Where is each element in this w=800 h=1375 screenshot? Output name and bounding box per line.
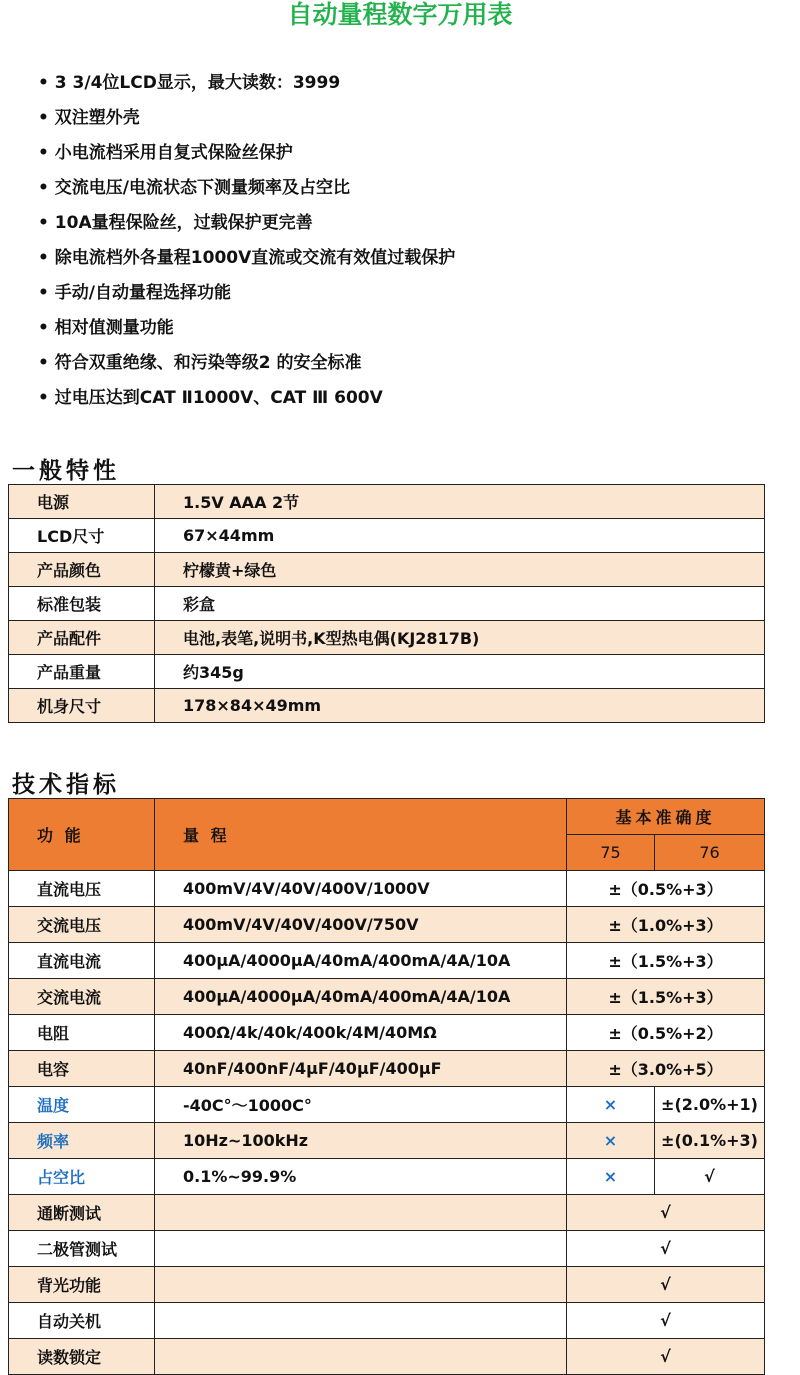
spec-value: 柠檬黄+绿色 <box>155 553 765 587</box>
model-75-cell: × <box>567 1159 655 1195</box>
function-cell: 直流电压 <box>9 871 155 907</box>
feature-list <box>38 66 455 416</box>
table-row <box>9 943 765 979</box>
function-cell: 交流电流 <box>9 979 155 1015</box>
feature-item: • 双注塑外壳 <box>38 101 455 136</box>
table-row <box>9 1051 765 1087</box>
technical-specs-table <box>8 798 765 1375</box>
feature-item: • 小电流档采用自复式保险丝保护 <box>38 136 455 171</box>
function-cell: 电阻 <box>9 1015 155 1051</box>
table-row <box>9 689 765 723</box>
feature-item: • 10A量程保险丝，过载保护更完善 <box>38 206 455 241</box>
spec-value: 1.5V AAA 2节 <box>155 485 765 519</box>
function-cell: 背光功能 <box>9 1267 155 1303</box>
feature-item: • 3 3/4位LCD显示，最大读数：3999 <box>38 66 455 101</box>
table-row <box>9 1303 765 1339</box>
table-header-row <box>9 799 765 835</box>
range-cell <box>155 1303 567 1339</box>
accuracy-cell: ±（3.0%+5） <box>567 1051 765 1087</box>
spec-value: 67×44mm <box>155 519 765 553</box>
range-cell: -40C°～1000C° <box>155 1087 567 1123</box>
function-cell: 频率 <box>9 1123 155 1159</box>
model-76-cell: ±(2.0%+1) <box>655 1087 765 1123</box>
table-row <box>9 1267 765 1303</box>
table-row <box>9 871 765 907</box>
spec-label: 电源 <box>9 485 155 519</box>
spec-label: 机身尺寸 <box>9 689 155 723</box>
table-row <box>9 1231 765 1267</box>
spec-label: 产品颜色 <box>9 553 155 587</box>
check-cell: √ <box>567 1195 765 1231</box>
range-cell <box>155 1231 567 1267</box>
range-cell <box>155 1267 567 1303</box>
function-cell: 通断测试 <box>9 1195 155 1231</box>
table-row <box>9 1159 765 1195</box>
table-row <box>9 1123 765 1159</box>
general-specs-table <box>8 484 765 723</box>
range-cell: 400Ω/4k/40k/400k/4M/40MΩ <box>155 1015 567 1051</box>
function-cell: 电容 <box>9 1051 155 1087</box>
feature-item: • 除电流档外各量程1000V直流或交流有效值过载保护 <box>38 241 455 276</box>
table-row <box>9 1015 765 1051</box>
spec-section-heading: 技术指标 <box>12 772 120 798</box>
function-cell: 交流电压 <box>9 907 155 943</box>
table-row <box>9 553 765 587</box>
table-row <box>9 519 765 553</box>
spec-label: LCD尺寸 <box>9 519 155 553</box>
range-cell: 400μA/4000μA/40mA/400mA/4A/10A <box>155 943 567 979</box>
table-row <box>9 655 765 689</box>
range-cell: 400mV/4V/40V/400V/1000V <box>155 871 567 907</box>
spec-label: 产品重量 <box>9 655 155 689</box>
spec-label: 标准包装 <box>9 587 155 621</box>
function-cell: 占空比 <box>9 1159 155 1195</box>
table-row <box>9 907 765 943</box>
function-cell: 读数锁定 <box>9 1339 155 1375</box>
spec-value: 电池,表笔,说明书,K型热电偶(KJ2817B) <box>155 621 765 655</box>
check-cell: √ <box>567 1339 765 1375</box>
function-cell: 温度 <box>9 1087 155 1123</box>
model-76-cell: ±(0.1%+3) <box>655 1123 765 1159</box>
feature-item: • 手动/自动量程选择功能 <box>38 276 455 311</box>
range-cell <box>155 1195 567 1231</box>
table-row <box>9 1087 765 1123</box>
check-cell: √ <box>567 1231 765 1267</box>
range-cell <box>155 1339 567 1375</box>
spec-value: 约345g <box>155 655 765 689</box>
function-cell: 自动关机 <box>9 1303 155 1339</box>
table-row <box>9 1339 765 1375</box>
accuracy-cell: ±（1.5%+3） <box>567 979 765 1015</box>
feature-item: • 相对值测量功能 <box>38 311 455 346</box>
check-cell: √ <box>567 1303 765 1339</box>
range-cell: 400μA/4000μA/40mA/400mA/4A/10A <box>155 979 567 1015</box>
feature-item: • 交流电压/电流状态下测量频率及占空比 <box>38 171 455 206</box>
table-row <box>9 1195 765 1231</box>
accuracy-cell: ±（0.5%+2） <box>567 1015 765 1051</box>
model-75-cell: × <box>567 1123 655 1159</box>
accuracy-cell: ±（0.5%+3） <box>567 871 765 907</box>
spec-value: 彩盒 <box>155 587 765 621</box>
range-cell: 40nF/400nF/4μF/40μF/400μF <box>155 1051 567 1087</box>
function-cell: 直流电流 <box>9 943 155 979</box>
feature-item: • 符合双重绝缘、和污染等级2 的安全标准 <box>38 346 455 381</box>
function-cell: 二极管测试 <box>9 1231 155 1267</box>
model-75-cell: × <box>567 1087 655 1123</box>
table-row <box>9 587 765 621</box>
page-title: 自动量程数字万用表 <box>287 0 513 29</box>
general-section-heading: 一般特性 <box>12 458 120 484</box>
accuracy-cell: ±（1.5%+3） <box>567 943 765 979</box>
range-cell: 10Hz~100kHz <box>155 1123 567 1159</box>
header-range: 量 程 <box>155 799 567 871</box>
header-model-76: 76 <box>655 835 765 871</box>
table-row <box>9 979 765 1015</box>
feature-item: • 过电压达到CAT Ⅱ1000V、CAT Ⅲ 600V <box>38 381 455 416</box>
check-cell: √ <box>567 1267 765 1303</box>
spec-value: 178×84×49mm <box>155 689 765 723</box>
header-accuracy: 基本准确度 <box>567 799 765 835</box>
accuracy-cell: ±（1.0%+3） <box>567 907 765 943</box>
range-cell: 0.1%~99.9% <box>155 1159 567 1195</box>
range-cell: 400mV/4V/40V/400V/750V <box>155 907 567 943</box>
header-function: 功 能 <box>9 799 155 871</box>
spec-label: 产品配件 <box>9 621 155 655</box>
table-row <box>9 485 765 519</box>
model-76-cell: √ <box>655 1159 765 1195</box>
table-row <box>9 621 765 655</box>
header-model-75: 75 <box>567 835 655 871</box>
